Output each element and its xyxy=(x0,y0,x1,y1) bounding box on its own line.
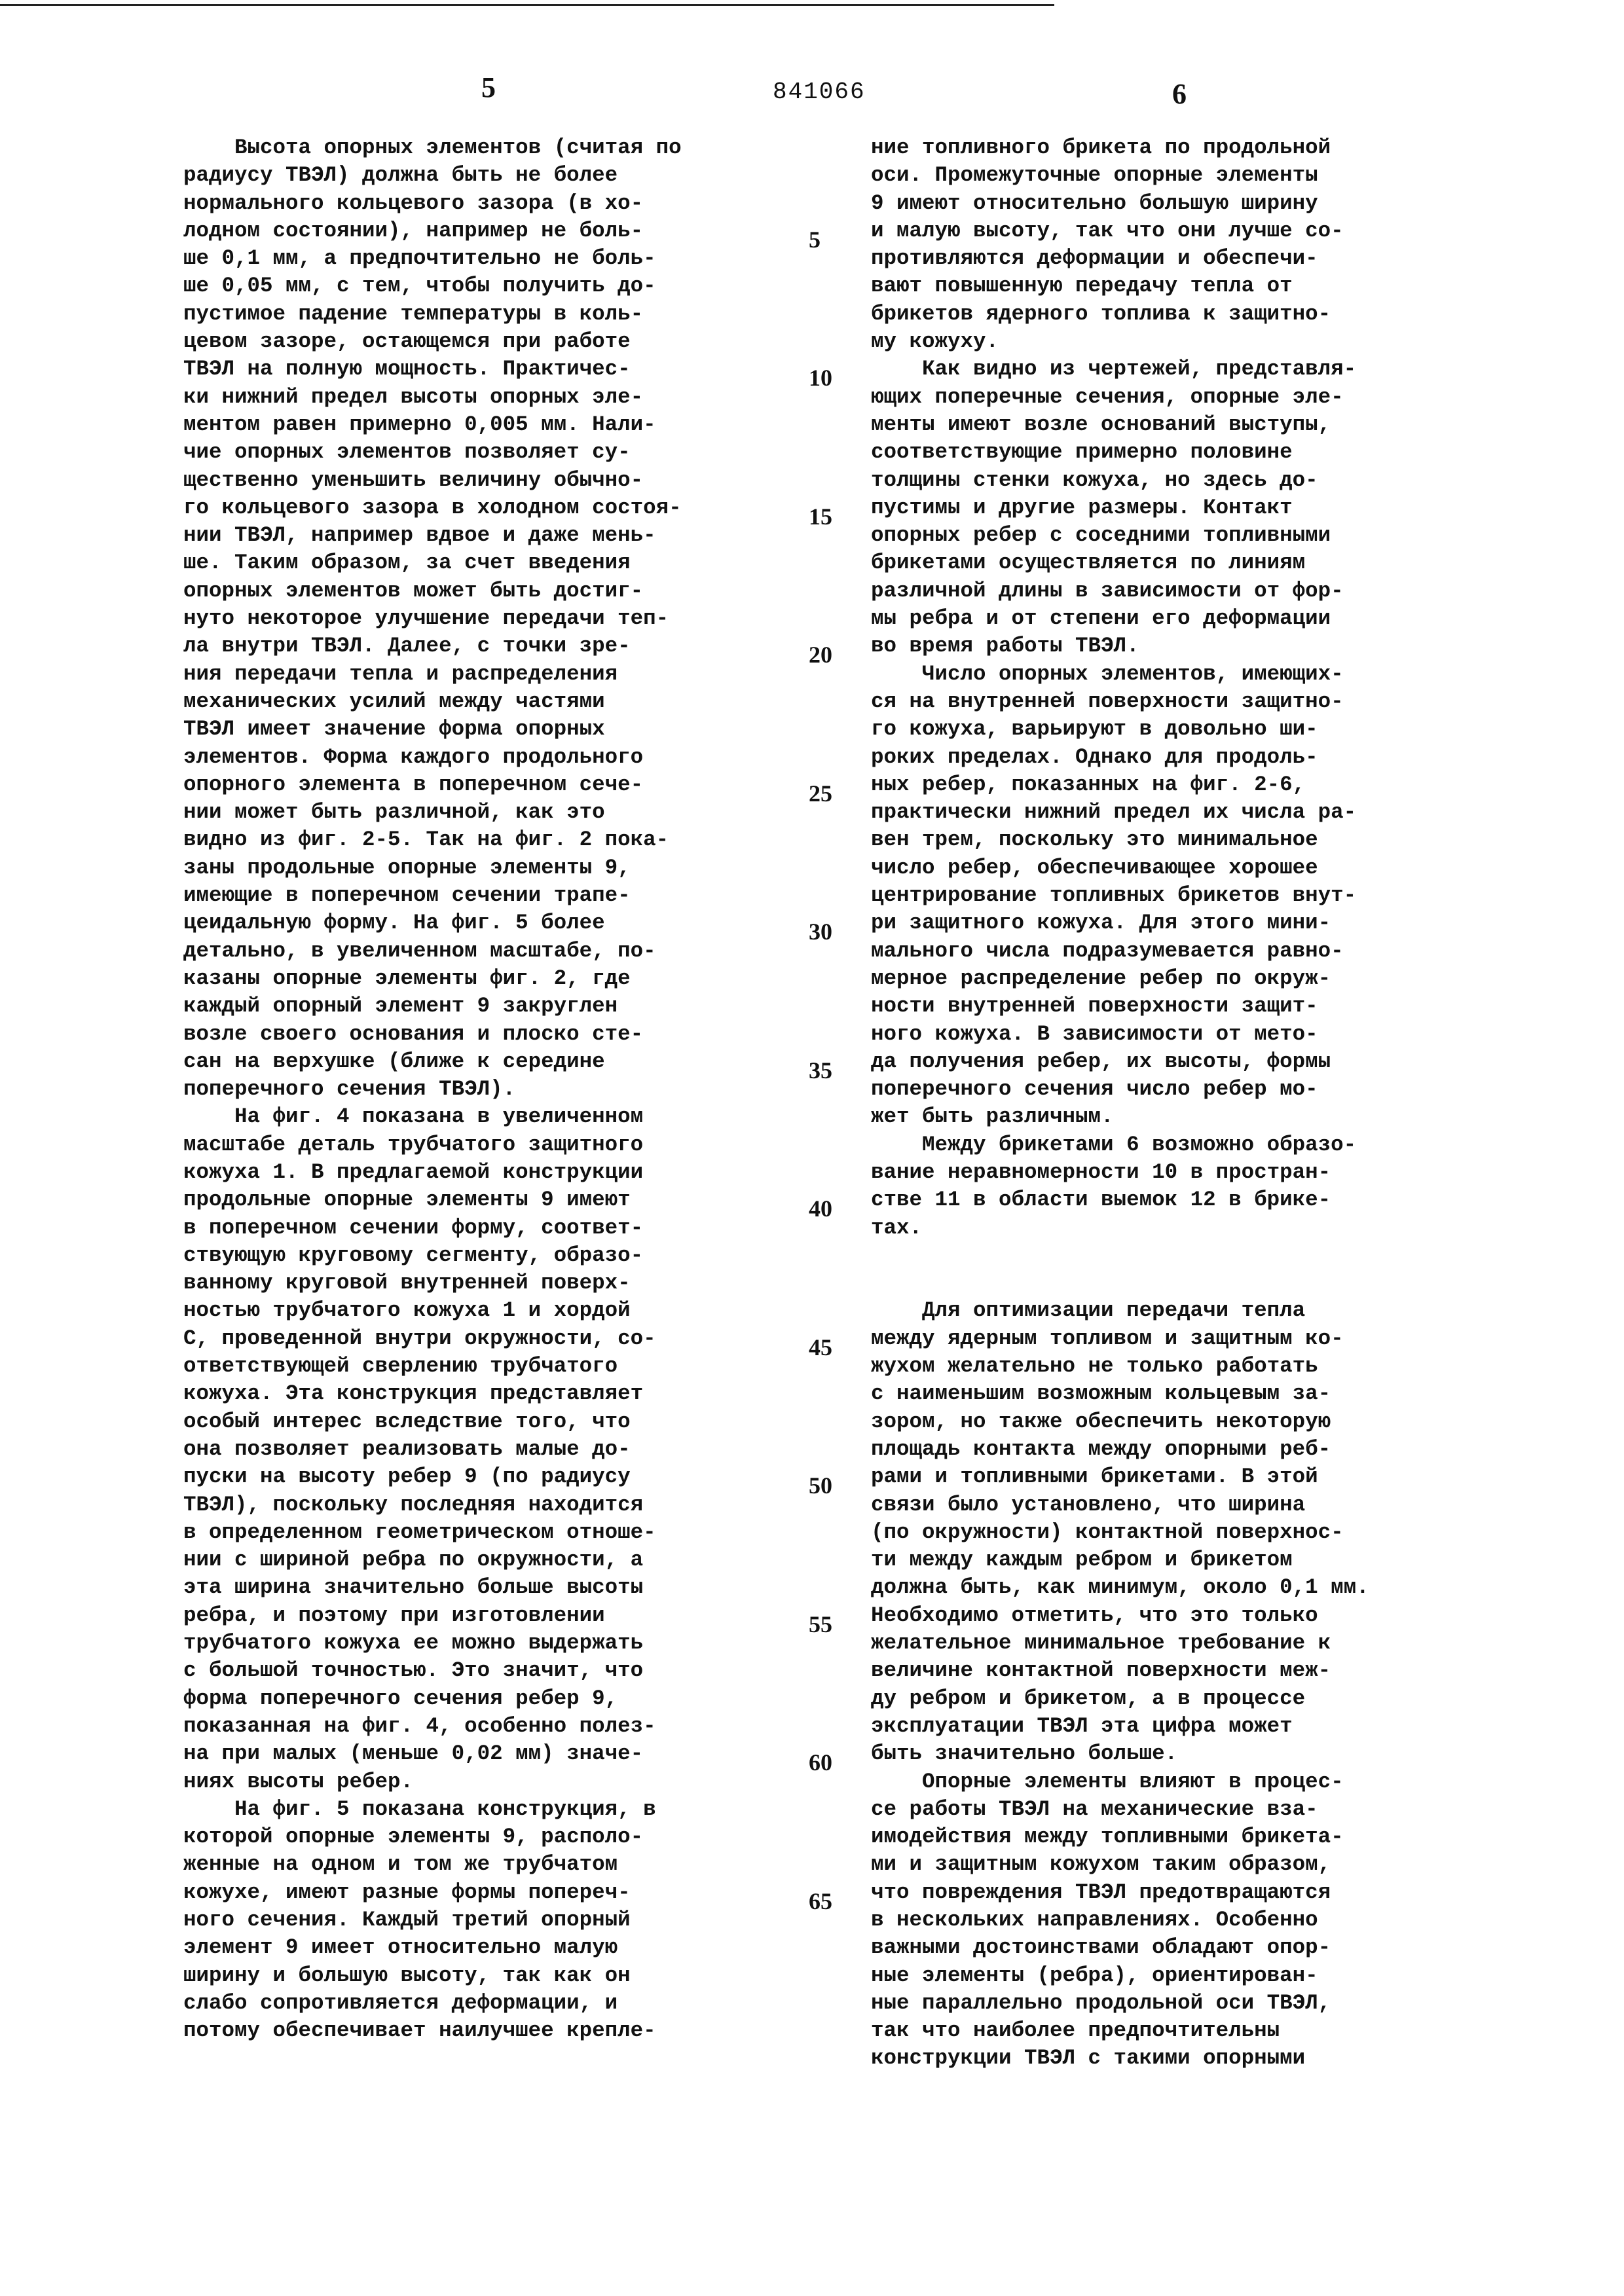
line-number: 25 xyxy=(809,780,832,807)
text-line: ного сечения. Каждый третий опорный xyxy=(183,1906,799,1934)
text-line: связи было установлено, что ширина xyxy=(871,1491,1486,1519)
text-line: элемент 9 имеет относительно малую xyxy=(183,1934,799,1961)
text-line: жет быть различным. xyxy=(871,1103,1486,1131)
text-line: в определенном геометрическом отноше- xyxy=(183,1519,799,1546)
text-line: заны продольные опорные элементы 9, xyxy=(183,854,799,882)
left-column xyxy=(183,134,799,2045)
text-line: лодном состоянии), например не боль- xyxy=(183,217,799,245)
text-line: пустимое падение температуры в коль- xyxy=(183,301,799,328)
text-line: На фиг. 4 показана в увеличенном xyxy=(183,1103,799,1131)
text-line: показанная на фиг. 4, особенно полез- xyxy=(183,1713,799,1740)
text-line: му кожуху. xyxy=(871,328,1486,355)
text-line: нормального кольцевого зазора (в хо- xyxy=(183,190,799,217)
text-line: форма поперечного сечения ребер 9, xyxy=(183,1685,799,1713)
text-line: (по окружности) контактной поверхнос- xyxy=(871,1519,1486,1546)
page-number-left: 5 xyxy=(481,71,496,104)
text-line: центрирование топливных брикетов внут- xyxy=(871,882,1486,909)
text-line xyxy=(871,1269,1486,1297)
text-line: ного кожуха. В зависимости от мето- xyxy=(871,1021,1486,1048)
text-line: продольные опорные элементы 9 имеют xyxy=(183,1186,799,1214)
text-line: Высота опорных элементов (считая по xyxy=(183,134,799,162)
text-line: противляются деформации и обеспечи- xyxy=(871,245,1486,272)
text-line: ше. Таким образом, за счет введения xyxy=(183,549,799,577)
text-line: Опорные элементы влияют в процес- xyxy=(871,1768,1486,1796)
text-line: ниях высоты ребер. xyxy=(183,1768,799,1796)
text-line: опорных элементов может быть достиг- xyxy=(183,577,799,605)
text-line: поперечного сечения ТВЭЛ). xyxy=(183,1076,799,1103)
text-line: имодействия между топливными брикета- xyxy=(871,1823,1486,1851)
text-line: жухом желательно не только работать xyxy=(871,1353,1486,1380)
text-line: ТВЭЛ имеет значение форма опорных xyxy=(183,716,799,743)
text-line: ние топливного брикета по продольной xyxy=(871,134,1486,162)
document-number: 841066 xyxy=(773,79,866,105)
line-number: 20 xyxy=(809,641,832,668)
text-line: кожухе, имеют разные формы попереч- xyxy=(183,1879,799,1906)
text-line: С, проведенной внутри окружности, со- xyxy=(183,1325,799,1353)
text-line: вание неравномерности 10 в простран- xyxy=(871,1159,1486,1186)
text-line: площадь контакта между опорными реб- xyxy=(871,1436,1486,1463)
text-line: ответствующей сверлению трубчатого xyxy=(183,1353,799,1380)
text-line: тах. xyxy=(871,1214,1486,1242)
text-line: ду ребром и брикетом, а в процессе xyxy=(871,1685,1486,1713)
text-line: стве 11 в области выемок 12 в брике- xyxy=(871,1186,1486,1214)
text-line: которой опорные элементы 9, располо- xyxy=(183,1823,799,1851)
text-line: элементов. Форма каждого продольного xyxy=(183,744,799,771)
text-line: во время работы ТВЭЛ. xyxy=(871,632,1486,660)
text-line: особый интерес вследствие того, что xyxy=(183,1408,799,1436)
text-line: ментом равен примерно 0,005 мм. Нали- xyxy=(183,411,799,439)
text-line: Между брикетами 6 возможно образо- xyxy=(871,1131,1486,1159)
text-line: практически нижний предел их числа ра- xyxy=(871,799,1486,826)
text-line: толщины стенки кожуха, но здесь до- xyxy=(871,467,1486,494)
text-line: кожуха. Эта конструкция представляет xyxy=(183,1380,799,1408)
line-number: 45 xyxy=(809,1334,832,1361)
line-number: 60 xyxy=(809,1749,832,1776)
text-line: цеидальную форму. На фиг. 5 более xyxy=(183,909,799,937)
text-line: конструкции ТВЭЛ с такими опорными xyxy=(871,2045,1486,2072)
text-line: опорного элемента в поперечном сече- xyxy=(183,771,799,799)
text-line: ки нижний предел высоты опорных эле- xyxy=(183,384,799,411)
text-line: должна быть, как минимум, около 0,1 мм. xyxy=(871,1574,1486,1601)
text-line: возле своего основания и плоско сте- xyxy=(183,1021,799,1048)
text-line: ния передачи тепла и распределения xyxy=(183,661,799,688)
text-line: мы ребра и от степени его деформации xyxy=(871,605,1486,632)
text-line: соответствующие примерно половине xyxy=(871,439,1486,466)
text-line: нии может быть различной, как это xyxy=(183,799,799,826)
text-line: ла внутри ТВЭЛ. Далее, с точки зре- xyxy=(183,632,799,660)
text-line: Число опорных элементов, имеющих- xyxy=(871,661,1486,688)
text-line: и малую высоту, так что они лучше со- xyxy=(871,217,1486,245)
text-line: 9 имеют относительно большую ширину xyxy=(871,190,1486,217)
text-line: с большой точностью. Это значит, что xyxy=(183,1657,799,1685)
text-line: ти между каждым ребром и брикетом xyxy=(871,1546,1486,1574)
text-line: ше 0,1 мм, а предпочтительно не боль- xyxy=(183,245,799,272)
text-line: Как видно из чертежей, представля- xyxy=(871,355,1486,383)
line-number: 5 xyxy=(809,226,821,253)
text-line: вают повышенную передачу тепла от xyxy=(871,272,1486,300)
line-number: 40 xyxy=(809,1195,832,1222)
text-line: го кольцевого зазора в холодном состоя- xyxy=(183,494,799,522)
text-line: с наименьшим возможным кольцевым за- xyxy=(871,1380,1486,1408)
text-line: женные на одном и том же трубчатом xyxy=(183,1851,799,1878)
text-line: ся на внутренней поверхности защитно- xyxy=(871,688,1486,716)
text-line: ри защитного кожуха. Для этого мини- xyxy=(871,909,1486,937)
text-line: ные элементы (ребра), ориентирован- xyxy=(871,1962,1486,1990)
text-line: ющих поперечные сечения, опорные эле- xyxy=(871,384,1486,411)
text-line: сан на верхушке (ближе к середине xyxy=(183,1048,799,1076)
text-line: различной длины в зависимости от фор- xyxy=(871,577,1486,605)
text-line: ные параллельно продольной оси ТВЭЛ, xyxy=(871,1990,1486,2017)
text-line: слабо сопротивляется деформации, и xyxy=(183,1990,799,2017)
text-line: цевом зазоре, остающемся при работе xyxy=(183,328,799,355)
line-number: 65 xyxy=(809,1887,832,1915)
text-line: ностью трубчатого кожуха 1 и хордой xyxy=(183,1297,799,1324)
text-line: да получения ребер, их высоты, формы xyxy=(871,1048,1486,1076)
text-line: эксплуатации ТВЭЛ эта цифра может xyxy=(871,1713,1486,1740)
text-line: быть значительно больше. xyxy=(871,1740,1486,1768)
text-line: трубчатого кожуха ее можно выдержать xyxy=(183,1630,799,1657)
text-line: брикетов ядерного топлива к защитно- xyxy=(871,301,1486,328)
text-line: видно из фиг. 2-5. Так на фиг. 2 пока- xyxy=(183,826,799,854)
text-line: ше 0,05 мм, с тем, чтобы получить до- xyxy=(183,272,799,300)
text-line: потому обеспечивает наилучшее крепле- xyxy=(183,2017,799,2045)
text-line: брикетами осуществляется по линиям xyxy=(871,549,1486,577)
text-line: ствующую круговому сегменту, образо- xyxy=(183,1242,799,1269)
text-line: менты имеют возле оснований выступы, xyxy=(871,411,1486,439)
line-number: 15 xyxy=(809,503,832,530)
text-line: важными достоинствами обладают опор- xyxy=(871,1934,1486,1961)
text-line: детально, в увеличенном масштабе, по- xyxy=(183,938,799,965)
text-line: мального числа подразумевается равно- xyxy=(871,938,1486,965)
text-line: опорных ребер с соседними топливными xyxy=(871,522,1486,549)
text-line: ми и защитным кожухом таким образом, xyxy=(871,1851,1486,1878)
text-line: вен трем, поскольку это минимальное xyxy=(871,826,1486,854)
text-line: мерное распределение ребер по окруж- xyxy=(871,965,1486,993)
text-line: так что наиболее предпочтительны xyxy=(871,2017,1486,2045)
text-line: казаны опорные элементы фиг. 2, где xyxy=(183,965,799,993)
text-line: нуто некоторое улучшение передачи теп- xyxy=(183,605,799,632)
line-number: 50 xyxy=(809,1472,832,1499)
text-line: она позволяет реализовать малые до- xyxy=(183,1436,799,1463)
text-line: нии ТВЭЛ, например вдвое и даже мень- xyxy=(183,522,799,549)
text-line: зором, но также обеспечить некоторую xyxy=(871,1408,1486,1436)
text-line: между ядерным топливом и защитным ко- xyxy=(871,1325,1486,1353)
text-line: кожуха 1. В предлагаемой конструкции xyxy=(183,1159,799,1186)
text-line: ТВЭЛ на полную мощность. Практичес- xyxy=(183,355,799,383)
text-line: на при малых (меньше 0,02 мм) значе- xyxy=(183,1740,799,1768)
text-line: пуски на высоту ребер 9 (по радиусу xyxy=(183,1463,799,1491)
text-line: масштабе деталь трубчатого защитного xyxy=(183,1131,799,1159)
text-line: число ребер, обеспечивающее хорошее xyxy=(871,854,1486,882)
text-line: ных ребер, показанных на фиг. 2-6, xyxy=(871,771,1486,799)
text-line: желательное минимальное требование к xyxy=(871,1630,1486,1657)
text-line: ширину и большую высоту, так как он xyxy=(183,1962,799,1990)
text-line: Для оптимизации передачи тепла xyxy=(871,1297,1486,1324)
text-line: щественно уменьшить величину обычно- xyxy=(183,467,799,494)
page-number-right: 6 xyxy=(1172,77,1187,111)
text-line: поперечного сечения число ребер мо- xyxy=(871,1076,1486,1103)
text-line: рами и топливными брикетами. В этой xyxy=(871,1463,1486,1491)
text-line: ТВЭЛ), поскольку последняя находится xyxy=(183,1491,799,1519)
line-number: 35 xyxy=(809,1057,832,1084)
right-column xyxy=(871,134,1486,2073)
text-line: пустимы и другие размеры. Контакт xyxy=(871,494,1486,522)
text-line: что повреждения ТВЭЛ предотвращаются xyxy=(871,1879,1486,1906)
text-line: эта ширина значительно больше высоты xyxy=(183,1574,799,1601)
text-line: радиусу ТВЭЛ) должна быть не более xyxy=(183,162,799,189)
text-line: ности внутренней поверхности защит- xyxy=(871,993,1486,1020)
top-rule xyxy=(0,4,1054,6)
text-line: в поперечном сечении форму, соответ- xyxy=(183,1214,799,1242)
line-number: 55 xyxy=(809,1611,832,1638)
text-line: величине контактной поверхности меж- xyxy=(871,1657,1486,1685)
text-line xyxy=(871,1242,1486,1269)
line-number: 10 xyxy=(809,364,832,392)
text-line: го кожуха, варьируют в довольно ши- xyxy=(871,716,1486,743)
text-line: ванному круговой внутренней поверх- xyxy=(183,1269,799,1297)
text-line: Необходимо отметить, что это только xyxy=(871,1602,1486,1630)
text-line: в нескольких направлениях. Особенно xyxy=(871,1906,1486,1934)
text-line: чие опорных элементов позволяет су- xyxy=(183,439,799,466)
text-line: нии с шириной ребра по окружности, а xyxy=(183,1546,799,1574)
text-line: имеющие в поперечном сечении трапе- xyxy=(183,882,799,909)
text-line: оси. Промежуточные опорные элементы xyxy=(871,162,1486,189)
text-line: механических усилий между частями xyxy=(183,688,799,716)
text-line: роких пределах. Однако для продоль- xyxy=(871,744,1486,771)
text-line: се работы ТВЭЛ на механические вза- xyxy=(871,1796,1486,1823)
text-line: ребра, и поэтому при изготовлении xyxy=(183,1602,799,1630)
text-line: каждый опорный элемент 9 закруглен xyxy=(183,993,799,1020)
line-number: 30 xyxy=(809,918,832,945)
text-line: На фиг. 5 показана конструкция, в xyxy=(183,1796,799,1823)
